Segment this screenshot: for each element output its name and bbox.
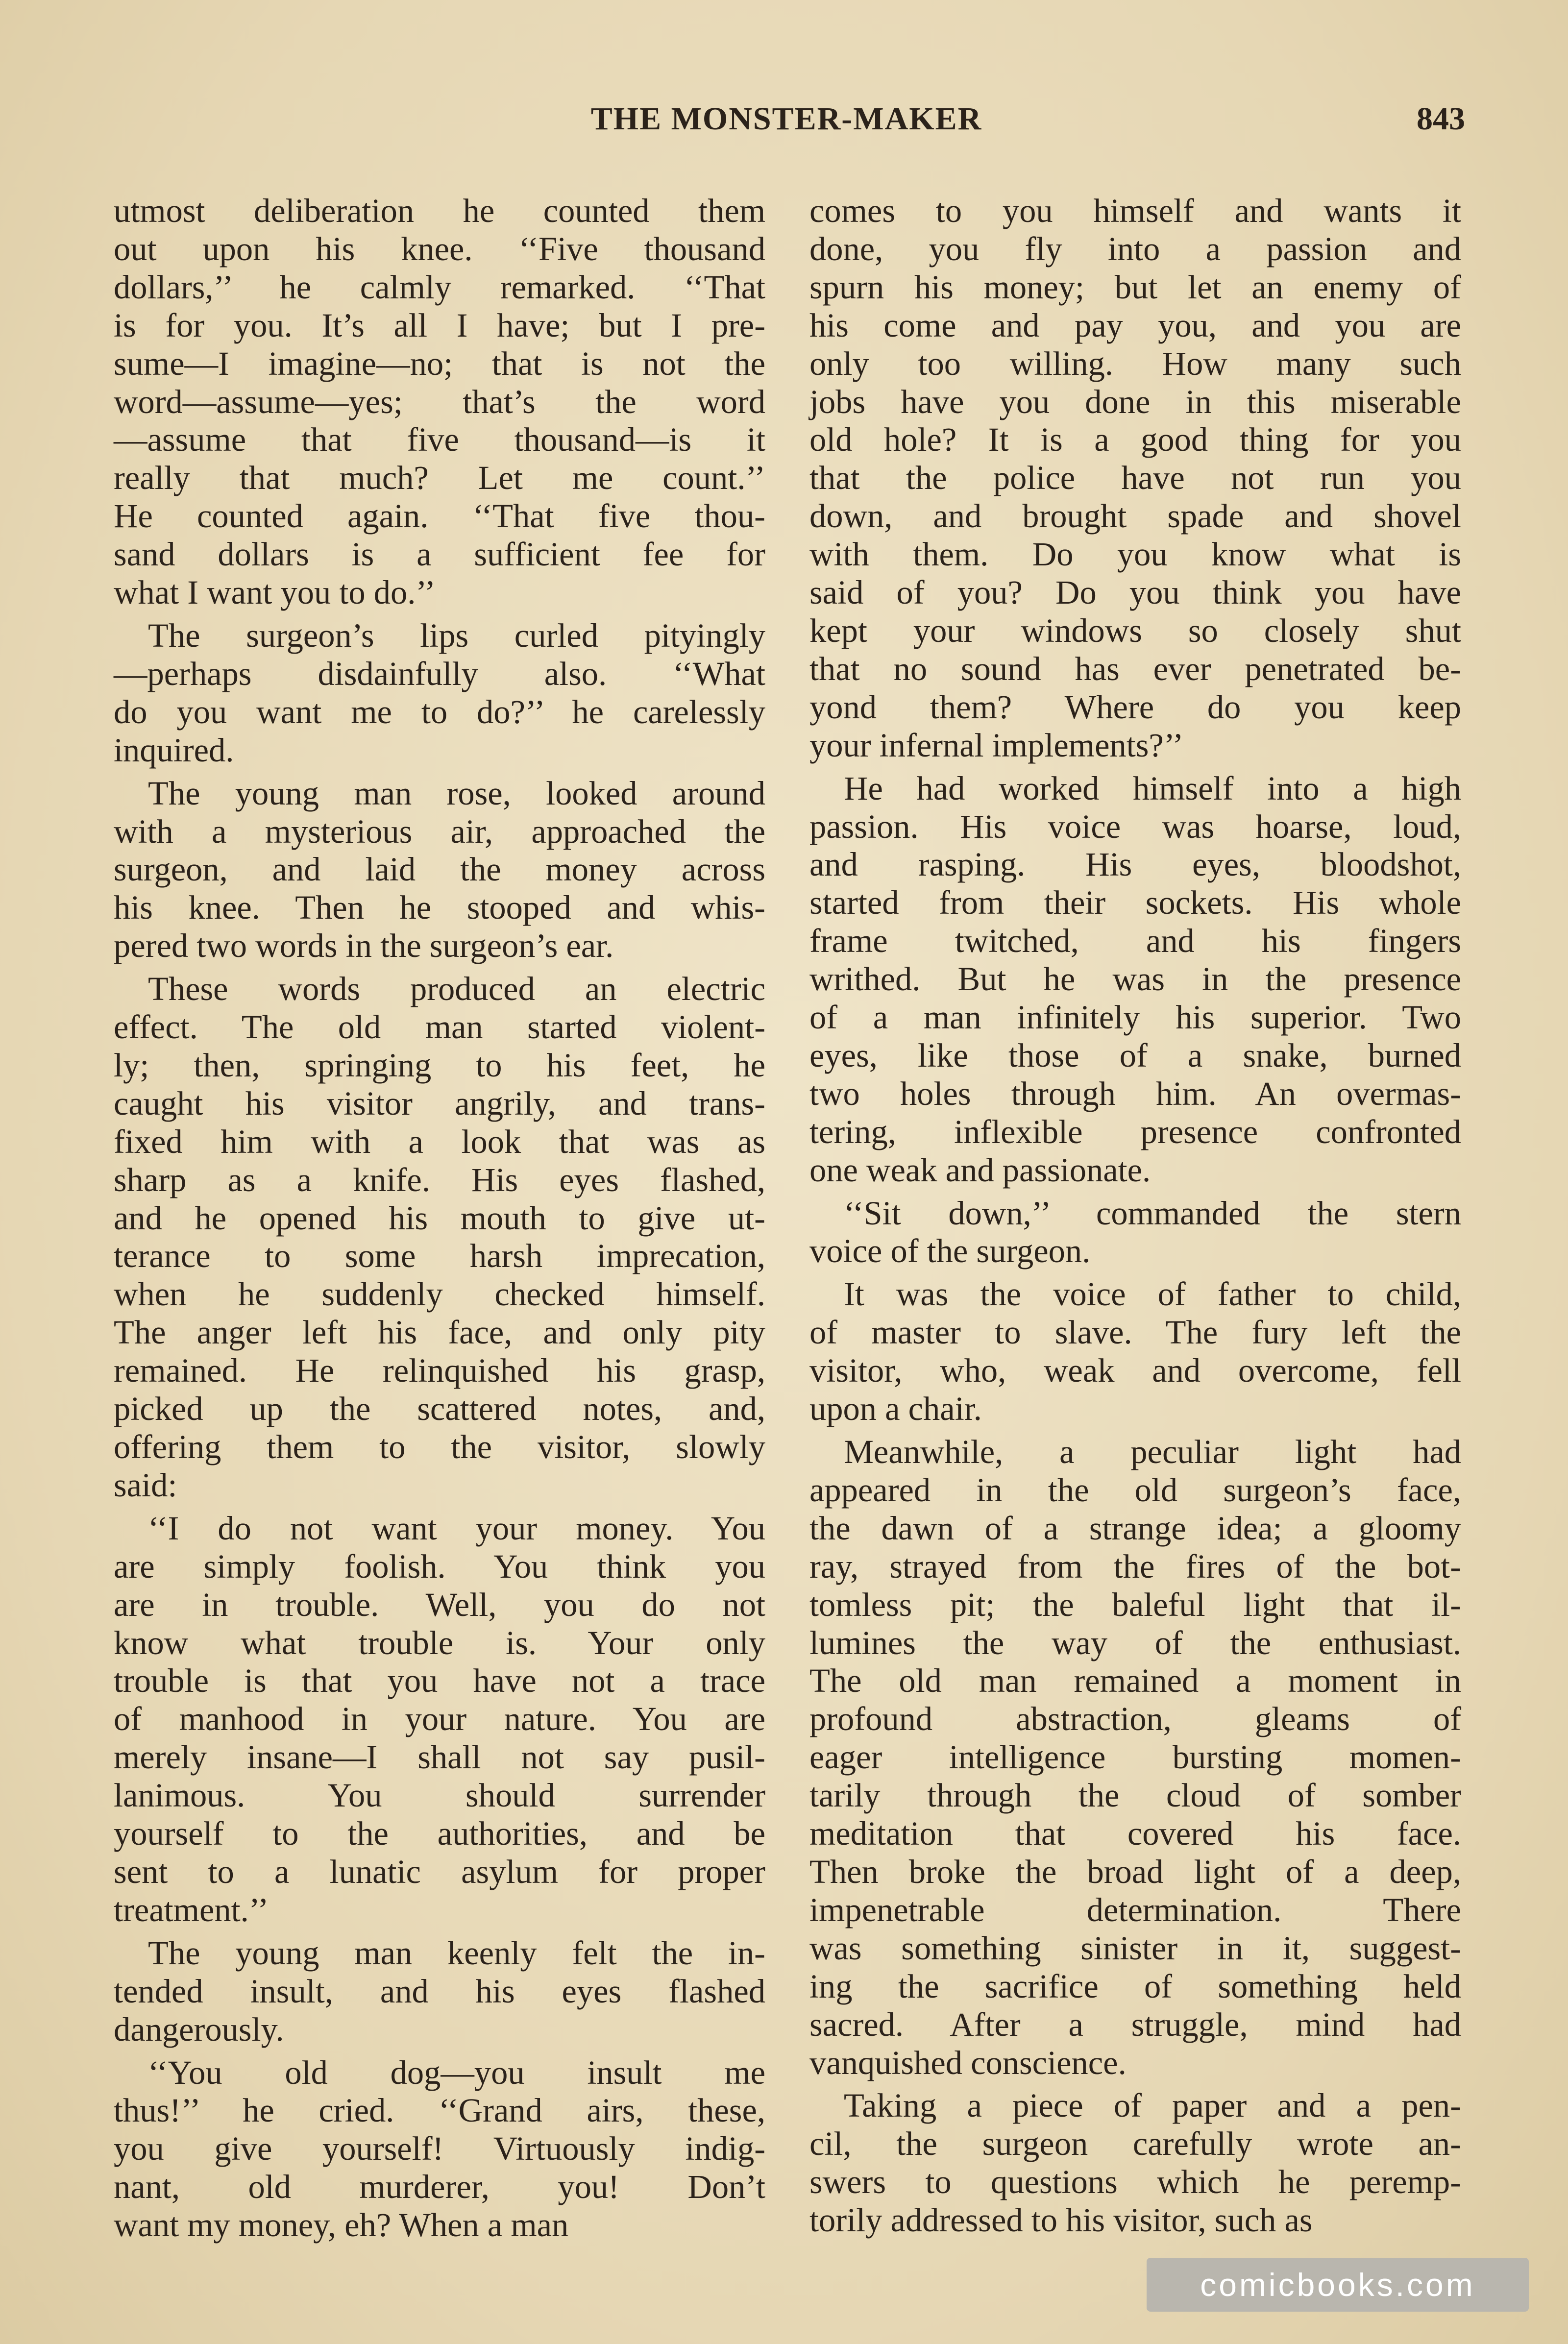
text-line: caught his visitor angrily, and trans- xyxy=(114,1084,765,1122)
text-line: started from their sockets. His whole xyxy=(809,884,1461,922)
text-line: dangerously. xyxy=(114,2010,284,2048)
text-line: Meanwhile, a peculiar light had xyxy=(844,1433,1461,1470)
text-line: Then broke the broad light of a deep, xyxy=(809,1853,1461,1890)
text-line: said: xyxy=(114,1466,177,1504)
paragraph xyxy=(114,1510,765,1929)
text-line: comes to you himself and wants it xyxy=(809,192,1461,229)
paragraph xyxy=(809,192,1461,765)
text-line: ‘‘You old dog—you insult me xyxy=(148,2053,765,2091)
text-line: nant, old murderer, you! Don’t xyxy=(114,2168,765,2206)
text-line: of master to slave. The fury left the xyxy=(809,1314,1461,1351)
text-line: of manhood in your nature. You are xyxy=(114,1700,765,1738)
text-line: offering them to the visitor, slowly xyxy=(114,1428,765,1465)
text-line: treatment.’’ xyxy=(114,1891,269,1929)
text-line: know what trouble is. Your only xyxy=(114,1624,765,1661)
text-line: you give yourself! Virtuously indig- xyxy=(114,2130,765,2168)
text-line: done, you fly into a passion and xyxy=(809,230,1461,268)
text-line: It was the voice of father to child, xyxy=(844,1275,1461,1313)
paragraph xyxy=(114,775,765,966)
text-line: do you want me to do?’’ he carelessly xyxy=(114,693,765,731)
text-line: —assume that five thousand—is it xyxy=(114,421,765,459)
text-line: that the police have not run you xyxy=(809,459,1461,497)
text-line: meditation that covered his face. xyxy=(809,1815,1461,1853)
paragraph xyxy=(809,2087,1461,2240)
text-line: frame twitched, and his fingers xyxy=(809,922,1461,960)
text-line: spurn his money; but let an enemy of xyxy=(809,268,1461,306)
text-line: profound abstraction, gleams of xyxy=(809,1700,1461,1738)
text-line: are simply foolish. You think you xyxy=(114,1547,765,1585)
text-line: These words produced an electric xyxy=(148,970,765,1008)
text-line: fixed him with a look that was as xyxy=(114,1123,765,1160)
paragraph xyxy=(114,2054,765,2245)
text-line: want my money, eh? When a man xyxy=(114,2206,569,2244)
paragraph xyxy=(809,1433,1461,2082)
text-line: is for you. It’s all I have; but I pre- xyxy=(114,306,765,344)
text-line: impenetrable determination. There xyxy=(809,1891,1461,1929)
text-line: really that much? Let me count.’’ xyxy=(114,459,765,497)
text-line: He had worked himself into a high xyxy=(844,769,1461,807)
text-line: The surgeon’s lips curled pityingly xyxy=(148,616,765,654)
text-line: what I want you to do.’’ xyxy=(114,574,436,611)
text-line: ing the sacrifice of something held xyxy=(809,1967,1461,2005)
text-line: said of you? Do you think you have xyxy=(809,574,1461,611)
text-line: writhed. But he was in the presence xyxy=(809,960,1461,998)
paragraph xyxy=(114,1934,765,2049)
running-title: THE MONSTER-MAKER xyxy=(590,101,982,137)
watermark: comicbooks.com xyxy=(1147,2258,1529,2312)
paragraph xyxy=(114,970,765,1505)
text-line: merely insane—I shall not say pusil- xyxy=(114,1738,765,1776)
text-line: one weak and passionate. xyxy=(809,1151,1151,1189)
text-line: two holes through him. An overmas- xyxy=(809,1074,1461,1112)
left-text-column xyxy=(114,192,765,2245)
text-line: kept your windows so closely shut xyxy=(809,611,1461,649)
text-line: trouble is that you have not a trace xyxy=(114,1662,765,1700)
text-line: out upon his knee. ‘‘Five thousand xyxy=(114,230,765,268)
text-line: are in trouble. Well, you do not xyxy=(114,1586,765,1623)
text-line: sacred. After a struggle, mind had xyxy=(809,2005,1461,2043)
text-line: voice of the surgeon. xyxy=(809,1232,1091,1270)
text-line: yond them? Where do you keep xyxy=(809,688,1461,726)
text-line: ray, strayed from the fires of the bot- xyxy=(809,1547,1461,1585)
text-line: tering, inflexible presence confronted xyxy=(809,1113,1461,1150)
text-line: lumines the way of the enthusiast. xyxy=(809,1624,1461,1661)
text-line: Taking a piece of paper and a pen- xyxy=(844,2087,1461,2124)
text-line: tended insult, and his eyes flashed xyxy=(114,1972,765,2010)
text-line: dollars,’’ he calmly remarked. ‘‘That xyxy=(114,268,765,306)
text-line: the dawn of a strange idea; a gloomy xyxy=(809,1509,1461,1547)
text-line: lanimous. You should surrender xyxy=(114,1777,765,1814)
text-line: surgeon, and laid the money across xyxy=(114,851,765,888)
text-line: was something sinister in it, suggest- xyxy=(809,1929,1461,1967)
text-line: tarily through the cloud of somber xyxy=(809,1777,1461,1814)
page-header xyxy=(108,100,1465,145)
text-line: utmost deliberation he counted them xyxy=(114,192,765,229)
text-line: ly; then, springing to his feet, he xyxy=(114,1046,765,1084)
text-line: passion. His voice was hoarse, loud, xyxy=(809,807,1461,845)
paragraph xyxy=(809,770,1461,1190)
text-line: —perhaps disdainfully also. ‘‘What xyxy=(114,655,765,692)
text-line: sand dollars is a sufficient fee for xyxy=(114,536,765,573)
right-text-column xyxy=(809,192,1461,2240)
text-line: cil, the surgeon carefully wrote an- xyxy=(809,2125,1461,2163)
text-line: appeared in the old surgeon’s face, xyxy=(809,1471,1461,1509)
text-line: old hole? It is a good thing for you xyxy=(809,421,1461,459)
text-line: when he suddenly checked himself. xyxy=(114,1275,765,1313)
text-line: only too willing. How many such xyxy=(809,344,1461,382)
text-line: ‘‘Sit down,’’ commanded the stern xyxy=(844,1194,1461,1232)
text-line: inquired. xyxy=(114,731,234,769)
text-line: effect. The old man started violent- xyxy=(114,1008,765,1046)
text-line: torily addressed to his visitor, such as xyxy=(809,2201,1313,2239)
text-line: thus!’’ he cried. ‘‘Grand airs, these, xyxy=(114,2092,765,2129)
text-line: his knee. Then he stooped and whis- xyxy=(114,889,765,927)
text-line: eager intelligence bursting momen- xyxy=(809,1738,1461,1776)
paragraph xyxy=(809,1195,1461,1271)
paragraph xyxy=(114,617,765,770)
text-line: with a mysterious air, approached the xyxy=(114,812,765,850)
text-line: pered two words in the surgeon’s ear. xyxy=(114,927,614,965)
text-line: upon a chair. xyxy=(809,1390,982,1428)
text-line: He counted again. ‘‘That five thou- xyxy=(114,497,765,535)
text-line: sume—I imagine—no; that is not the xyxy=(114,344,765,382)
text-line: picked up the scattered notes, and, xyxy=(114,1390,765,1428)
text-line: The young man keenly felt the in- xyxy=(148,1934,765,1972)
text-line: The old man remained a moment in xyxy=(809,1662,1461,1700)
page-number: 843 xyxy=(1417,101,1465,137)
text-line: your infernal implements?’’ xyxy=(809,726,1184,764)
text-line: down, and brought spade and shovel xyxy=(809,497,1461,535)
text-line: of a man infinitely his superior. Two xyxy=(809,999,1461,1036)
text-line: word—assume—yes; that’s the word xyxy=(114,383,765,420)
text-line: remained. He relinquished his grasp, xyxy=(114,1352,765,1390)
text-line: jobs have you done in this miserable xyxy=(809,383,1461,420)
text-line: sharp as a knife. His eyes flashed, xyxy=(114,1161,765,1198)
text-line: visitor, who, weak and overcome, fell xyxy=(809,1352,1461,1390)
text-line: and he opened his mouth to give ut- xyxy=(114,1199,765,1237)
text-line: swers to questions which he peremp- xyxy=(809,2163,1461,2201)
text-line: sent to a lunatic asylum for proper xyxy=(114,1853,765,1890)
text-line: his come and pay you, and you are xyxy=(809,306,1461,344)
text-line: terance to some harsh imprecation, xyxy=(114,1237,765,1275)
text-line: that no sound has ever penetrated be- xyxy=(809,650,1461,687)
paragraph xyxy=(809,1275,1461,1428)
text-line: and rasping. His eyes, bloodshot, xyxy=(809,846,1461,883)
text-line: yourself to the authorities, and be xyxy=(114,1815,765,1853)
text-line: with them. Do you know what is xyxy=(809,536,1461,573)
paragraph xyxy=(114,192,765,612)
text-line: vanquished conscience. xyxy=(809,2044,1127,2081)
text-line: ‘‘I do not want your money. You xyxy=(148,1509,765,1547)
text-line: The young man rose, looked around xyxy=(148,774,765,812)
text-line: The anger left his face, and only pity xyxy=(114,1314,765,1351)
text-line: eyes, like those of a snake, burned xyxy=(809,1036,1461,1074)
text-line: tomless pit; the baleful light that il- xyxy=(809,1586,1461,1623)
